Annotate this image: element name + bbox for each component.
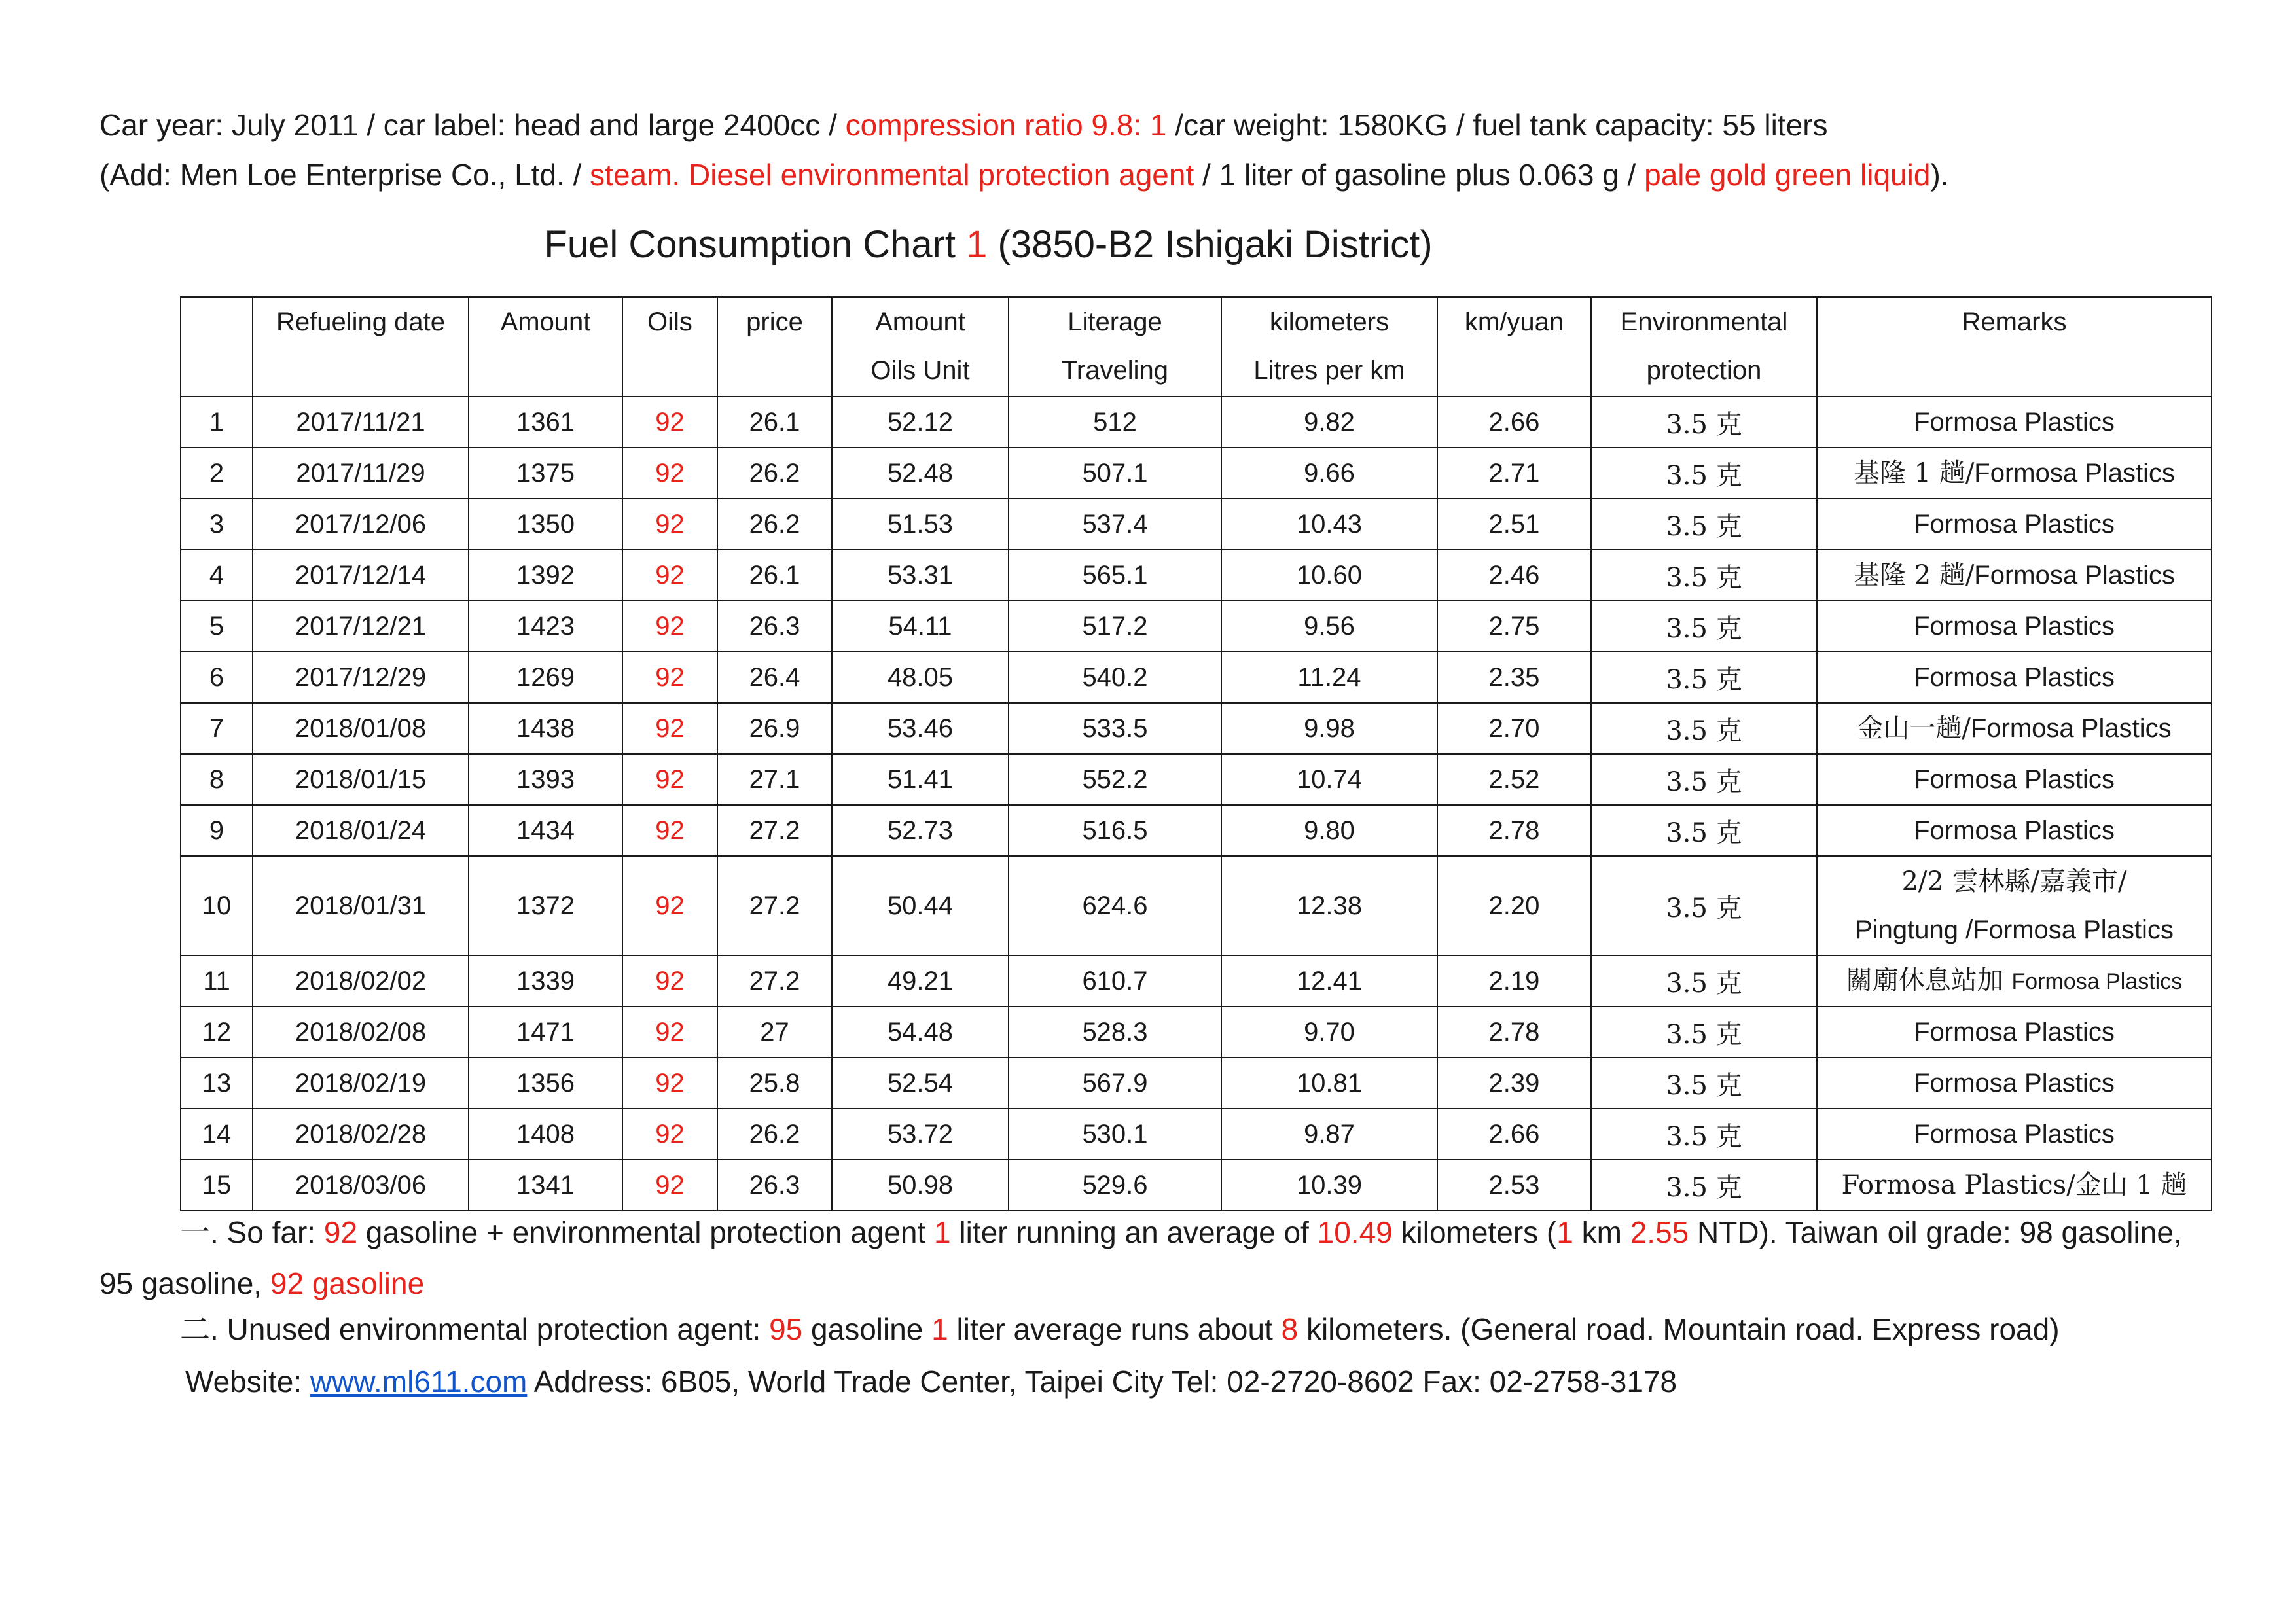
amount-cell: 1438 xyxy=(469,703,622,754)
amount-cell: 1471 xyxy=(469,1007,622,1058)
amount-cell: 1434 xyxy=(469,805,622,856)
note-so-far xyxy=(180,1215,2182,1250)
row-number-cell: 11 xyxy=(181,955,253,1007)
traveling-cell: 552.2 xyxy=(1009,754,1221,805)
remarks-cell xyxy=(1817,1160,2212,1211)
refueling-date-cell: 2018/01/24 xyxy=(253,805,469,856)
col-refueling-date-header xyxy=(253,297,469,397)
km-per-litre-cell: 9.70 xyxy=(1221,1007,1437,1058)
table-row xyxy=(181,397,2212,448)
col-traveling-header xyxy=(1009,297,1221,397)
oil-grade-cell: 92 xyxy=(622,1160,717,1211)
refueling-date-cell: 2017/12/06 xyxy=(253,499,469,550)
table-row xyxy=(181,499,2212,550)
note-2-value: 8 xyxy=(1281,1312,1299,1346)
table-row xyxy=(181,1007,2212,1058)
row-number-cell: 7 xyxy=(181,703,253,754)
row-number-cell: 6 xyxy=(181,652,253,703)
amount-cell: 1356 xyxy=(469,1058,622,1109)
oil-units-cell: 54.11 xyxy=(832,601,1009,652)
km-per-yuan-cell: 2.20 xyxy=(1437,856,1591,955)
note-2-text: . Unused environmental protection agent: xyxy=(210,1312,770,1346)
price-cell: 26.2 xyxy=(717,1109,832,1160)
oil-units-cell: 52.48 xyxy=(832,448,1009,499)
title-prefix: Fuel Consumption Chart xyxy=(544,223,967,266)
oil-grade-cell: 92 xyxy=(622,1109,717,1160)
refueling-date-cell: 2018/01/08 xyxy=(253,703,469,754)
header-label: Remarks xyxy=(1962,308,2067,336)
env-protection-cell: 3.5 克 xyxy=(1591,1058,1817,1109)
refueling-date-cell: 2018/02/02 xyxy=(253,955,469,1007)
oil-grade-cell: 92 xyxy=(622,955,717,1007)
header-label: Literage xyxy=(1067,308,1162,336)
additive-close-text: ). xyxy=(1930,158,1949,192)
price-cell: 26.2 xyxy=(717,499,832,550)
refueling-date-cell: 2017/12/14 xyxy=(253,550,469,601)
amount-cell: 1392 xyxy=(469,550,622,601)
col-amount-header xyxy=(469,297,622,397)
table-row xyxy=(181,601,2212,652)
table-row xyxy=(181,550,2212,601)
env-protection-cell: 3.5 克 xyxy=(1591,1160,1817,1211)
amount-cell: 1375 xyxy=(469,448,622,499)
title-number: 1 xyxy=(966,223,988,266)
page-title xyxy=(0,223,1977,266)
km-per-yuan-cell: 2.53 xyxy=(1437,1160,1591,1211)
oil-units-cell: 52.54 xyxy=(832,1058,1009,1109)
remark-text: Formosa Plastics xyxy=(1914,1120,2115,1149)
oil-units-cell: 53.72 xyxy=(832,1109,1009,1160)
note-1-value: 1 xyxy=(1556,1215,1573,1249)
km-per-yuan-cell: 2.35 xyxy=(1437,652,1591,703)
header-label: price xyxy=(746,308,803,336)
remarks-cell xyxy=(1817,955,2212,1007)
traveling-cell: 517.2 xyxy=(1009,601,1221,652)
oil-grade-cell: 92 xyxy=(622,448,717,499)
km-per-litre-cell: 12.38 xyxy=(1221,856,1437,955)
amount-cell: 1339 xyxy=(469,955,622,1007)
note-so-far-continued xyxy=(99,1268,424,1298)
km-per-litre-cell: 10.81 xyxy=(1221,1058,1437,1109)
oil-units-cell: 52.12 xyxy=(832,397,1009,448)
oil-units-cell: 50.98 xyxy=(832,1160,1009,1211)
oil-grade-cell: 92 xyxy=(622,754,717,805)
price-cell: 25.8 xyxy=(717,1058,832,1109)
remark-text: Formosa Plastics xyxy=(1914,510,2115,539)
note-1-value: 92 gasoline xyxy=(270,1266,425,1300)
remark-text: Formosa Plastics xyxy=(2011,969,2183,994)
km-per-yuan-cell: 2.51 xyxy=(1437,499,1591,550)
price-cell: 26.3 xyxy=(717,1160,832,1211)
oil-grade-cell: 92 xyxy=(622,601,717,652)
oil-grade-cell: 92 xyxy=(622,856,717,955)
env-protection-cell: 3.5 克 xyxy=(1591,754,1817,805)
remarks-cell xyxy=(1817,703,2212,754)
note-2-value: 1 xyxy=(931,1312,948,1346)
table-row xyxy=(181,1058,2212,1109)
refueling-date-cell: 2018/02/28 xyxy=(253,1109,469,1160)
table-row xyxy=(181,805,2212,856)
note-1-marker: 一 xyxy=(180,1215,210,1250)
website-link[interactable]: www.ml611.com xyxy=(310,1364,528,1399)
refueling-date-cell: 2018/02/19 xyxy=(253,1058,469,1109)
km-per-yuan-cell: 2.70 xyxy=(1437,703,1591,754)
oil-units-cell: 49.21 xyxy=(832,955,1009,1007)
amount-cell: 1350 xyxy=(469,499,622,550)
km-per-litre-cell: 10.39 xyxy=(1221,1160,1437,1211)
amount-cell: 1269 xyxy=(469,652,622,703)
oil-units-cell: 52.73 xyxy=(832,805,1009,856)
oil-grade-cell: 92 xyxy=(622,550,717,601)
km-per-litre-cell: 9.82 xyxy=(1221,397,1437,448)
note-1-value: 92 xyxy=(323,1215,358,1249)
traveling-cell: 540.2 xyxy=(1009,652,1221,703)
km-per-yuan-cell: 2.66 xyxy=(1437,397,1591,448)
remark-text: Pingtung /Formosa Plastics xyxy=(1855,916,2174,944)
note-1-value: 10.49 xyxy=(1317,1215,1393,1249)
remark-location: 金山一趟/ xyxy=(1857,713,1971,743)
compression-ratio-text: compression ratio 9.8: 1 xyxy=(845,108,1167,142)
price-cell: 26.3 xyxy=(717,601,832,652)
refueling-date-cell: 2017/11/21 xyxy=(253,397,469,448)
amount-cell: 1423 xyxy=(469,601,622,652)
price-cell: 27 xyxy=(717,1007,832,1058)
col-environmental-header xyxy=(1591,297,1817,397)
env-protection-cell: 3.5 克 xyxy=(1591,550,1817,601)
row-number-cell: 1 xyxy=(181,397,253,448)
table-row xyxy=(181,1160,2212,1211)
km-per-litre-cell: 9.98 xyxy=(1221,703,1437,754)
remarks-cell xyxy=(1817,754,2212,805)
traveling-cell: 565.1 xyxy=(1009,550,1221,601)
table-body xyxy=(181,397,2212,1211)
remarks-cell xyxy=(1817,652,2212,703)
note-1-text: km xyxy=(1573,1215,1630,1249)
env-protection-cell: 3.5 克 xyxy=(1591,601,1817,652)
remark-location: 關廟休息站加 xyxy=(1846,965,2012,995)
row-number-cell: 12 xyxy=(181,1007,253,1058)
note-unused-agent xyxy=(180,1311,2060,1347)
oil-units-cell: 53.31 xyxy=(832,550,1009,601)
env-protection-cell: 3.5 克 xyxy=(1591,448,1817,499)
remarks-cell xyxy=(1817,448,2212,499)
oil-grade-cell: 92 xyxy=(622,652,717,703)
remarks-cell xyxy=(1817,550,2212,601)
row-number-cell: 15 xyxy=(181,1160,253,1211)
car-info-line xyxy=(99,110,1827,140)
env-protection-cell: 3.5 克 xyxy=(1591,499,1817,550)
header-sublabel: Oils Unit xyxy=(870,356,970,385)
refueling-date-cell: 2018/01/15 xyxy=(253,754,469,805)
amount-cell: 1393 xyxy=(469,754,622,805)
km-per-yuan-cell: 2.19 xyxy=(1437,955,1591,1007)
remark-text: Formosa Plastics xyxy=(1914,765,2115,794)
remarks-cell xyxy=(1817,1109,2212,1160)
note-1-text: . So far: xyxy=(210,1215,324,1249)
traveling-cell: 529.6 xyxy=(1009,1160,1221,1211)
title-suffix: (3850-B2 Ishigaki District) xyxy=(987,223,1433,266)
remarks-cell xyxy=(1817,856,2212,955)
km-per-yuan-cell: 2.78 xyxy=(1437,805,1591,856)
row-number-cell: 8 xyxy=(181,754,253,805)
header-sublabel: Litres per km xyxy=(1253,356,1405,385)
oil-units-cell: 51.41 xyxy=(832,754,1009,805)
price-cell: 26.4 xyxy=(717,652,832,703)
refueling-date-cell: 2017/12/29 xyxy=(253,652,469,703)
km-per-litre-cell: 9.56 xyxy=(1221,601,1437,652)
remark-text: Formosa Plastics xyxy=(1914,1018,2115,1046)
note-2-text: liter average runs about xyxy=(948,1312,1282,1346)
header-label: Amount xyxy=(500,308,591,336)
oil-units-cell: 54.48 xyxy=(832,1007,1009,1058)
traveling-cell: 624.6 xyxy=(1009,856,1221,955)
additive-info-text: (Add: Men Loe Enterprise Co., Ltd. / xyxy=(99,158,590,192)
header-label: km/yuan xyxy=(1464,308,1564,336)
amount-cell: 1408 xyxy=(469,1109,622,1160)
additive-color-text: pale gold green liquid xyxy=(1644,158,1931,192)
remarks-cell xyxy=(1817,601,2212,652)
oil-grade-cell: 92 xyxy=(622,805,717,856)
km-per-litre-cell: 9.80 xyxy=(1221,805,1437,856)
remark-text: Formosa Plastics xyxy=(1914,663,2115,692)
row-number-cell: 5 xyxy=(181,601,253,652)
header-label: Environmental xyxy=(1620,308,1788,336)
col-units-header xyxy=(832,297,1009,397)
oil-units-cell: 53.46 xyxy=(832,703,1009,754)
table-row xyxy=(181,754,2212,805)
oil-units-cell: 51.53 xyxy=(832,499,1009,550)
additive-name-text: steam. Diesel environmental protection agent xyxy=(590,158,1194,192)
traveling-cell: 610.7 xyxy=(1009,955,1221,1007)
refueling-date-cell: 2017/11/29 xyxy=(253,448,469,499)
remark-text: Formosa Plastics xyxy=(1914,1069,2115,1097)
refueling-date-cell: 2017/12/21 xyxy=(253,601,469,652)
traveling-cell: 512 xyxy=(1009,397,1221,448)
km-per-litre-cell: 12.41 xyxy=(1221,955,1437,1007)
col-remarks-header xyxy=(1817,297,2212,397)
traveling-cell: 507.1 xyxy=(1009,448,1221,499)
row-number-cell: 2 xyxy=(181,448,253,499)
note-1-value: 2.55 xyxy=(1630,1215,1689,1249)
row-number-cell: 14 xyxy=(181,1109,253,1160)
remarks-cell xyxy=(1817,499,2212,550)
env-protection-cell: 3.5 克 xyxy=(1591,397,1817,448)
env-protection-cell: 3.5 克 xyxy=(1591,1109,1817,1160)
km-per-yuan-cell: 2.66 xyxy=(1437,1109,1591,1160)
car-info-text: Car year: July 2011 / car label: head and large 2400cc / xyxy=(99,108,846,142)
traveling-cell: 533.5 xyxy=(1009,703,1221,754)
remarks-cell xyxy=(1817,1058,2212,1109)
col-no-header xyxy=(181,297,253,397)
header-label: Refueling date xyxy=(276,308,445,336)
note-1-text: 95 gasoline, xyxy=(99,1266,270,1300)
oil-grade-cell: 92 xyxy=(622,397,717,448)
contact-details: Address: 6B05, World Trade Center, Taipei City Tel: 02-2720-8602 Fax: 02-2758-3178 xyxy=(527,1364,1677,1399)
table-row xyxy=(181,955,2212,1007)
km-per-litre-cell: 10.74 xyxy=(1221,754,1437,805)
remark-text: Formosa Plastics xyxy=(1970,714,2172,743)
km-per-yuan-cell: 2.46 xyxy=(1437,550,1591,601)
website-label: Website: xyxy=(185,1364,310,1399)
remark-text: Formosa Plastics xyxy=(1914,816,2115,845)
col-price-header xyxy=(717,297,832,397)
note-2-marker: 二 xyxy=(180,1311,210,1347)
price-cell: 26.2 xyxy=(717,448,832,499)
oil-grade-cell: 92 xyxy=(622,1007,717,1058)
traveling-cell: 528.3 xyxy=(1009,1007,1221,1058)
refueling-date-cell: 2018/02/08 xyxy=(253,1007,469,1058)
price-cell: 27.2 xyxy=(717,805,832,856)
table-row xyxy=(181,1109,2212,1160)
remark-text: Formosa Plastics xyxy=(1974,561,2176,590)
row-number-cell: 10 xyxy=(181,856,253,955)
price-cell: 26.1 xyxy=(717,397,832,448)
row-number-cell: 9 xyxy=(181,805,253,856)
traveling-cell: 530.1 xyxy=(1009,1109,1221,1160)
header-label: Amount xyxy=(875,308,965,336)
env-protection-cell: 3.5 克 xyxy=(1591,856,1817,955)
remark-text: Formosa Plastics xyxy=(1914,408,2115,437)
header-label: kilometers xyxy=(1269,308,1390,336)
remark-location: 2/2 雲林縣/嘉義市/ xyxy=(1901,866,2127,897)
km-per-yuan-cell: 2.75 xyxy=(1437,601,1591,652)
remark-text: Formosa Plastics/金山 1 趟 xyxy=(1841,1170,2187,1200)
header-sublabel: Traveling xyxy=(1061,356,1169,385)
km-per-litre-cell: 11.24 xyxy=(1221,652,1437,703)
table-row xyxy=(181,652,2212,703)
price-cell: 27.1 xyxy=(717,754,832,805)
remark-text: Formosa Plastics xyxy=(1914,612,2115,641)
oil-grade-cell: 92 xyxy=(622,703,717,754)
row-number-cell: 4 xyxy=(181,550,253,601)
traveling-cell: 516.5 xyxy=(1009,805,1221,856)
col-oils-header xyxy=(622,297,717,397)
traveling-cell: 537.4 xyxy=(1009,499,1221,550)
oil-units-cell: 50.44 xyxy=(832,856,1009,955)
fuel-consumption-table xyxy=(180,296,2212,1211)
remark-location: 基隆 2 趟/ xyxy=(1853,560,1975,590)
note-1-value: 1 xyxy=(934,1215,951,1249)
env-protection-cell: 3.5 克 xyxy=(1591,652,1817,703)
env-protection-cell: 3.5 克 xyxy=(1591,805,1817,856)
refueling-date-cell: 2018/01/31 xyxy=(253,856,469,955)
col-km-per-litre-header xyxy=(1221,297,1437,397)
oil-grade-cell: 92 xyxy=(622,499,717,550)
header-sublabel: protection xyxy=(1646,356,1762,385)
table-row xyxy=(181,448,2212,499)
table-header-row xyxy=(181,297,2212,397)
note-2-text: gasoline xyxy=(802,1312,932,1346)
header-label: Oils xyxy=(647,308,692,336)
env-protection-cell: 3.5 克 xyxy=(1591,703,1817,754)
contact-line xyxy=(185,1366,1677,1397)
env-protection-cell: 3.5 克 xyxy=(1591,955,1817,1007)
note-1-text: gasoline + environmental protection agent xyxy=(357,1215,934,1249)
car-info-text-2: /car weight: 1580KG / fuel tank capacity: 55 liters xyxy=(1166,108,1828,142)
km-per-litre-cell: 9.87 xyxy=(1221,1109,1437,1160)
remarks-cell xyxy=(1817,1007,2212,1058)
km-per-yuan-cell: 2.39 xyxy=(1437,1058,1591,1109)
remarks-cell xyxy=(1817,805,2212,856)
price-cell: 26.1 xyxy=(717,550,832,601)
note-2-text: kilometers. (General road. Mountain road. Express road) xyxy=(1298,1312,2060,1346)
table-row xyxy=(181,856,2212,955)
oil-units-cell: 48.05 xyxy=(832,652,1009,703)
oil-grade-cell: 92 xyxy=(622,1058,717,1109)
col-km-yuan-header xyxy=(1437,297,1591,397)
price-cell: 26.9 xyxy=(717,703,832,754)
km-per-yuan-cell: 2.78 xyxy=(1437,1007,1591,1058)
km-per-litre-cell: 9.66 xyxy=(1221,448,1437,499)
env-protection-cell: 3.5 克 xyxy=(1591,1007,1817,1058)
note-1-text: NTD). Taiwan oil grade: 98 gasoline, xyxy=(1689,1215,2182,1249)
note-2-value: 95 xyxy=(769,1312,803,1346)
km-per-yuan-cell: 2.71 xyxy=(1437,448,1591,499)
table-row xyxy=(181,703,2212,754)
row-number-cell: 13 xyxy=(181,1058,253,1109)
amount-cell: 1372 xyxy=(469,856,622,955)
note-1-text: liter running an average of xyxy=(950,1215,1318,1249)
price-cell: 27.2 xyxy=(717,955,832,1007)
additive-dose-text: / 1 liter of gasoline plus 0.063 g / xyxy=(1194,158,1645,192)
remark-location: 基隆 1 趟/ xyxy=(1853,458,1975,488)
note-1-text: kilometers ( xyxy=(1392,1215,1557,1249)
amount-cell: 1361 xyxy=(469,397,622,448)
price-cell: 27.2 xyxy=(717,856,832,955)
km-per-yuan-cell: 2.52 xyxy=(1437,754,1591,805)
remarks-cell xyxy=(1817,397,2212,448)
remark-text: Formosa Plastics xyxy=(1974,459,2176,488)
traveling-cell: 567.9 xyxy=(1009,1058,1221,1109)
amount-cell: 1341 xyxy=(469,1160,622,1211)
refueling-date-cell: 2018/03/06 xyxy=(253,1160,469,1211)
row-number-cell: 3 xyxy=(181,499,253,550)
additive-info-line xyxy=(99,160,1949,190)
km-per-litre-cell: 10.60 xyxy=(1221,550,1437,601)
km-per-litre-cell: 10.43 xyxy=(1221,499,1437,550)
